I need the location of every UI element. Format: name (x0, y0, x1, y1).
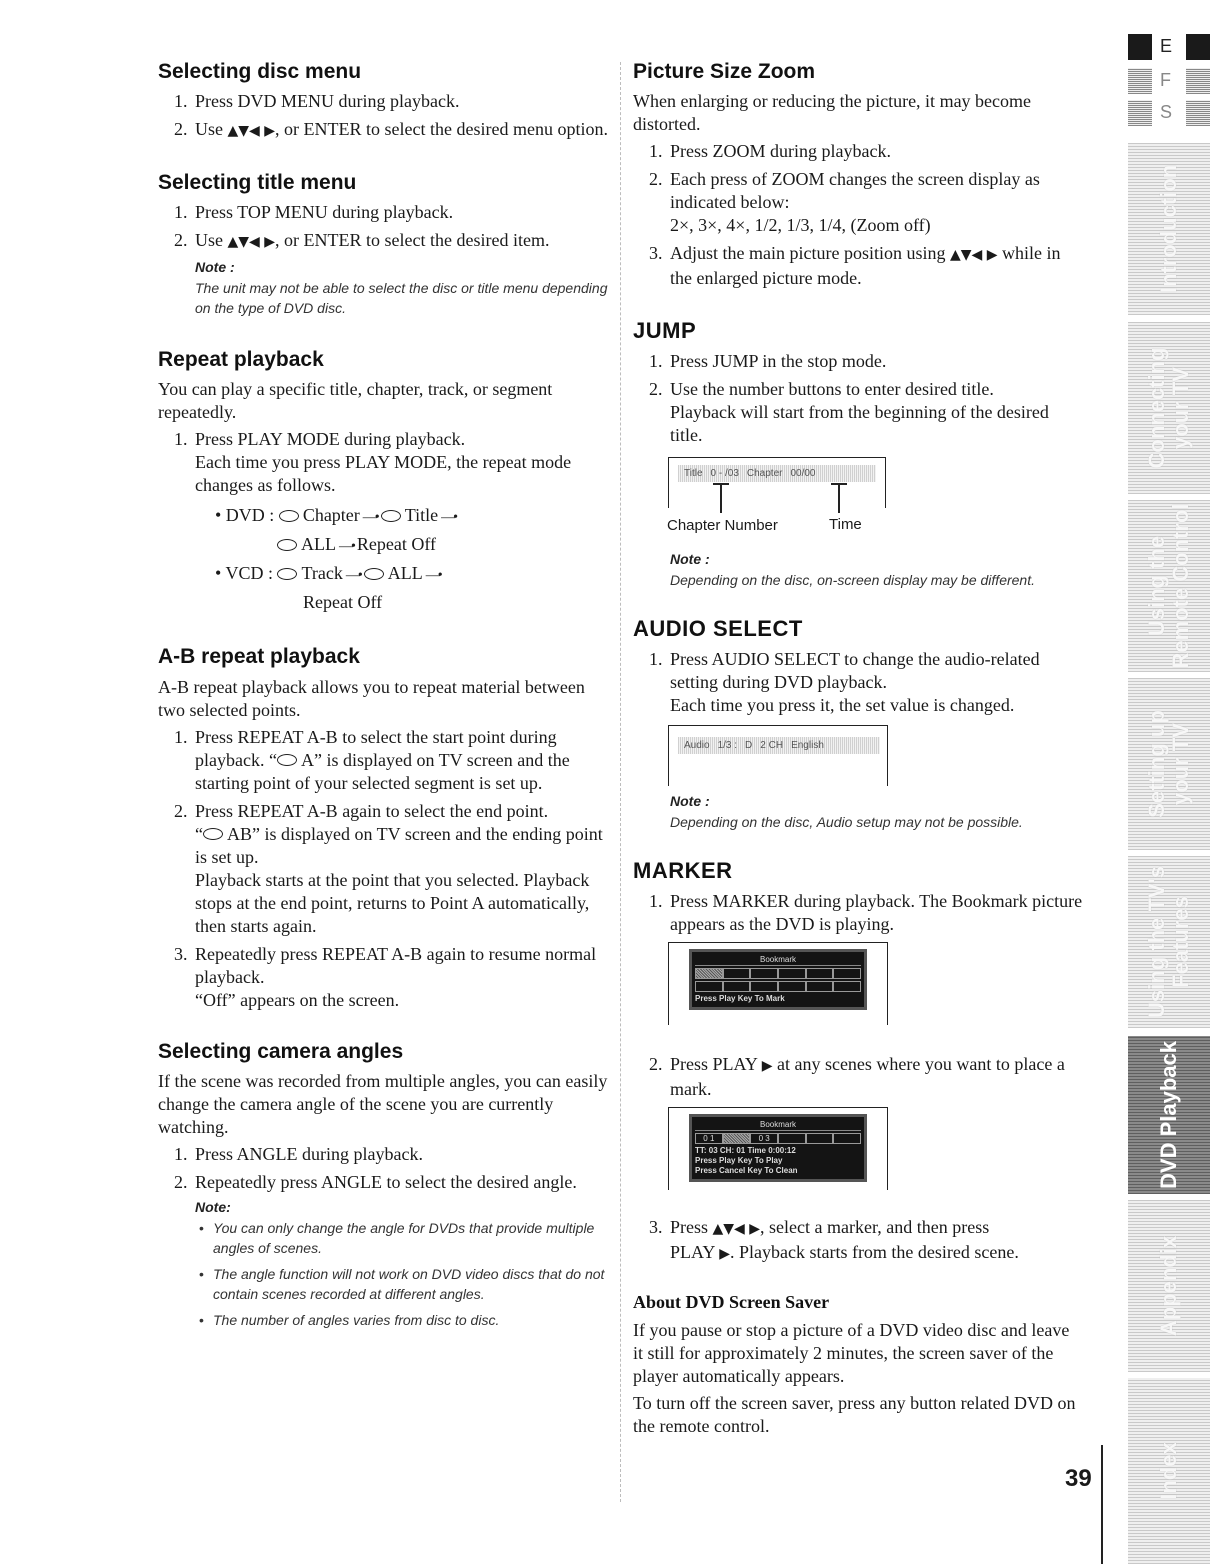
note: Note : Depending on the disc, Audio setup may not be possible. (670, 793, 1023, 831)
list-item: 1. Press JUMP in the stop mode. (649, 351, 887, 372)
heading-audio-select: AUDIO SELECT (633, 616, 803, 642)
list-item: 1. Press REPEAT A-B to select the start point during playback. “ A” is displayed on TV screen and the starting point of your selected segment is set up. (174, 726, 570, 793)
list-item: 3. Adjust the main picture position using ▲▼◀ ▶ while in the enlarged picture mode. (649, 243, 1061, 289)
paragraph: If the scene was recorded from multiple angles, you can easily change the camera angle of the scene you are currently watching. (158, 1070, 608, 1137)
list-item: 2. Use ▲▼◀ ▶, or ENTER to select the desired item. (174, 230, 550, 251)
repeat-icon (364, 568, 384, 580)
right-column (633, 60, 1083, 1442)
paragraph: You can play a specific title, chapter, track, or segment repeatedly. (158, 379, 553, 423)
tab-connecting-your-tv[interactable]: Connecting your TV (1128, 322, 1210, 494)
heading-screen-saver: About DVD Screen Saver (633, 1292, 830, 1313)
repeat-icon (277, 539, 297, 551)
list-item: 2. Repeatedly press ANGLE to select the desired angle. (174, 1171, 577, 1192)
tab-introduction[interactable]: Introduction (1128, 143, 1210, 315)
list-item: 1. Press DVD MENU during playback. (174, 91, 460, 112)
callout-time: Time (829, 516, 862, 534)
repeat-vcd-sequence: • VCD : Track —• ALL —• Repeat Off (215, 563, 441, 613)
repeat-icon (277, 568, 297, 580)
note: Note : Depending on the disc, on-screen display may be different. (670, 551, 1035, 589)
list-item: 1. Press AUDIO SELECT to change the audio-related setting during DVD playback. Each time you press it, the set value is changed. (649, 649, 1040, 716)
tab-index[interactable]: Index (1128, 1378, 1210, 1564)
tab-using-tv-features[interactable]: Using the TV's Features (1128, 856, 1210, 1028)
heading-marker: MARKER (633, 858, 733, 884)
list-item: 2. Use ▲▼◀ ▶, or ENTER to select the desired menu option. (174, 119, 608, 140)
play-icon: ▶ (719, 1246, 730, 1263)
paragraph: A-B repeat playback allows you to repeat material between two selected points. (158, 676, 585, 720)
list-item: 1. Press ANGLE during playback. (174, 1143, 423, 1164)
direction-arrows-icon: ▲▼◀ ▶ (949, 247, 998, 264)
tab-dvd-playback[interactable]: DVD Playback (1128, 1036, 1210, 1194)
section-jump (633, 318, 1083, 590)
section-title-menu (158, 171, 610, 318)
paragraph: To turn off the screen saver, press any button related DVD on the remote control. (633, 1393, 1076, 1437)
repeat-dvd-sequence: • DVD : Chapter —• Title —• ALL —• Repeat Off (215, 505, 456, 555)
list-item: 2. Press REPEAT A-B again to select the end point. “ AB” is displayed on TV screen and the ending point is set up. Playback starts at the point that you selected. Playback stops at the end point, returns to Point A automatically, then starts again. (174, 800, 603, 936)
list-item: 1. Press ZOOM during playback. (649, 141, 891, 162)
note: Note: • You can only change the angle for DVDs that provide multiple angles of scenes. • The angle function will not work on DVD video discs that do not contain scenes recorded at different angles. • The number of angles varies from disc to disc. (195, 1199, 610, 1330)
section-zoom (633, 60, 1083, 290)
column-divider (620, 62, 621, 1502)
list-item: 1. Press PLAY MODE during playback. Each time you press PLAY MODE, the repeat mode changes as follows. (174, 429, 572, 496)
heading-disc-menu: Selecting disc menu (158, 60, 362, 83)
section-camera-angles (158, 1040, 610, 1330)
left-column (158, 60, 610, 1336)
paragraph: If you pause or stop a picture of a DVD video disc and leave it still for approximately 2 minutes, the screen saver of the player automatically appears. (633, 1320, 1070, 1387)
page-number: 39 (1065, 1465, 1092, 1492)
repeat-icon (381, 510, 401, 522)
page-number-rule (1101, 1445, 1103, 1564)
section-disc-menu (158, 60, 610, 143)
jump-osd-bar: Title 0 - /03 Chapter 00/00 (678, 465, 876, 482)
list-item: 1. Press MARKER during playback. The Bookmark picture appears as the DVD is playing. (649, 891, 1083, 935)
list-item: 2. Use the number buttons to enter desired title. Playback will start from the beginning of the desired title. (649, 379, 1049, 446)
tab-appendix[interactable]: Appendix (1128, 1200, 1210, 1372)
repeat-icon (277, 754, 297, 766)
heading-ab-repeat: A-B repeat playback (158, 645, 360, 669)
section-ab-repeat (158, 645, 610, 1011)
note: Note : The unit may not be able to select the disc or title menu depending on the type of DVD disc. (195, 259, 608, 317)
side-tab-rail (1124, 0, 1214, 1564)
heading-camera-angles: Selecting camera angles (158, 1039, 404, 1063)
language-tab-french[interactable]: F (1128, 68, 1210, 92)
language-tab-english[interactable]: E (1128, 34, 1210, 58)
heading-zoom: Picture Size Zoom (633, 60, 816, 83)
list-item: 1. Press TOP MENU during playback. (174, 202, 454, 223)
direction-arrows-icon: ▲▼◀ ▶ (227, 234, 276, 251)
section-audio-select (633, 616, 1083, 832)
section-repeat-playback (158, 348, 610, 615)
direction-arrows-icon: ▲▼◀ ▶ (712, 1221, 761, 1238)
heading-title-menu: Selecting title menu (158, 171, 357, 195)
heading-jump: JUMP (633, 318, 697, 344)
audio-osd-bar: Audio 1/3 : D 2 CH English (678, 737, 880, 754)
paragraph: When enlarging or reducing the picture, it may become distorted. (633, 91, 1032, 135)
bookmark-screen-2: Bookmark 0 1 0 3 TT: 03 CH: 01 Time 0:00:12 Press Play Key To Play Press Cancel Key To Clean (668, 1107, 888, 1190)
tab-using-remote-control[interactable]: Using the Remote Control (1128, 500, 1210, 672)
language-tab-spanish[interactable]: S (1128, 100, 1210, 124)
jump-osd-figure (633, 457, 1083, 555)
list-item: 3. Repeatedly press REPEAT A-B again to resume normal playback. “Off” appears on the screen. (174, 943, 597, 1010)
list-item: 3. Press ▲▼◀ ▶, select a marker, and then press PLAY ▶. Playback starts from the desired scene. (649, 1217, 1019, 1263)
list-item: 2. Press PLAY ▶ at any scenes where you want to place a mark. (649, 1054, 1065, 1100)
audio-osd-figure (633, 725, 1083, 789)
tab-setting-up-your-tv[interactable]: Setting up your TV (1128, 678, 1210, 850)
repeat-icon (279, 510, 299, 522)
bookmark-screen-1: Bookmark Press Play Key To Mark (668, 942, 888, 1025)
section-screen-saver (633, 1292, 1083, 1438)
play-icon: ▶ (761, 1058, 773, 1075)
list-item: 2. Each press of ZOOM changes the screen display as indicated below: 2×, 3×, 4×, 1/2, 1/3, 1/4, (Zoom off) (649, 169, 1040, 236)
direction-arrows-icon: ▲▼◀ ▶ (227, 123, 276, 140)
section-marker (633, 858, 1083, 1266)
callout-chapter-number: Chapter Number (667, 517, 778, 535)
heading-repeat-playback: Repeat playback (158, 348, 324, 372)
repeat-icon (203, 828, 223, 840)
